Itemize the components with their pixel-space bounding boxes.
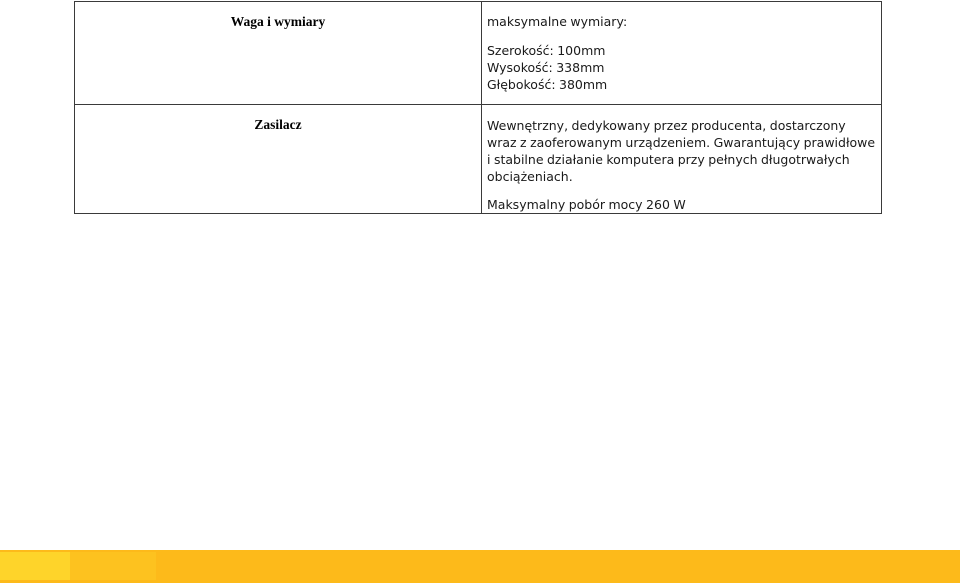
specification-table bbox=[74, 1, 882, 214]
dimension-width: Szerokość: 100mm bbox=[487, 43, 606, 58]
row-value-cell bbox=[482, 105, 882, 214]
row-label-cell bbox=[75, 105, 482, 214]
dimension-height: Wysokość: 338mm bbox=[487, 60, 605, 75]
table-row-weight-dimensions bbox=[75, 2, 882, 105]
dimension-depth: Głębokość: 380mm bbox=[487, 77, 608, 92]
power-consumption: Maksymalny pobór mocy 260 W bbox=[487, 197, 686, 212]
row-value-cell bbox=[482, 2, 882, 105]
footer-bar bbox=[0, 550, 960, 583]
footer-accent-block bbox=[0, 552, 70, 580]
footer-accent-mid bbox=[70, 552, 156, 580]
table-row-power-supply bbox=[75, 105, 882, 214]
row-label: Waga i wymiary bbox=[230, 14, 326, 29]
power-supply-description: Wewnętrzny, dedykowany przez producenta, dostarczony wraz z zaoferowanym urządzeniem. Gwarantujący prawidłowe i stabilne działanie komputera przy pełnych długotrwałych obciążeniach. bbox=[487, 118, 876, 184]
dimensions-list bbox=[487, 42, 877, 93]
row-label-cell bbox=[75, 2, 482, 105]
row-label: Zasilacz bbox=[254, 117, 302, 132]
dimensions-intro: maksymalne wymiary: bbox=[487, 14, 628, 29]
